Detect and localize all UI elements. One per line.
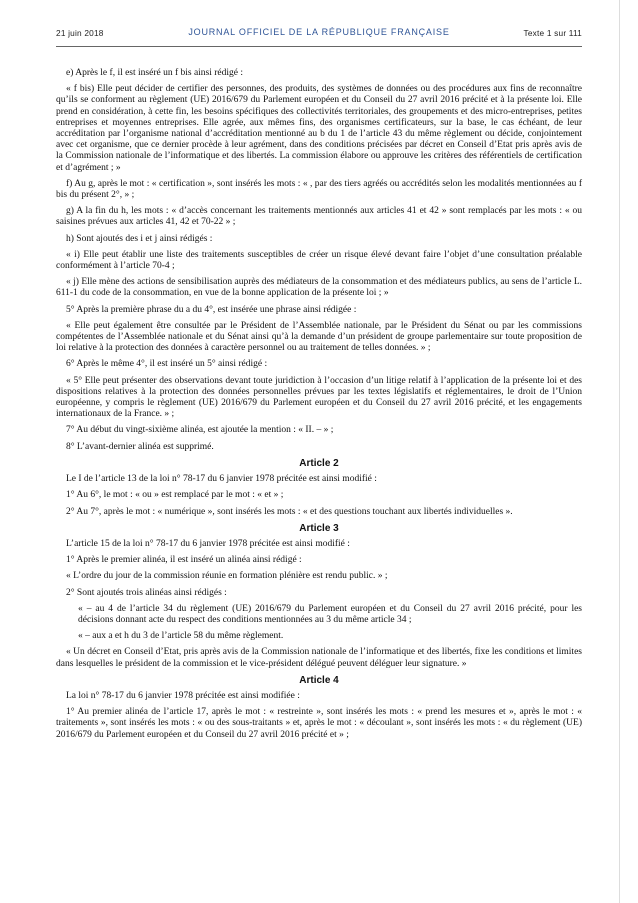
paragraph: « L’ordre du jour de la commission réunie en formation plénière est rendu public. » ; [66,571,388,582]
paragraph: « j) Elle mène des actions de sensibilisation auprès des médiateurs de la consommation et des médiateurs publics, au sens de l’article L. 611-1 du code de la consommation, en vue de la bonne application de la présente loi ; » [56,277,582,299]
paragraph: 1° Au premier alinéa de l’article 17, après le mot : « restreinte », sont insérés les mots : « prend les mesures et », après le mot : « traitements », sont insérés les mots : « ou des sous-traitants » et, après le mot : « découlant », sont insérés les mots : « du règlement (UE) 2016/679 du Parlement européen et du Conseil du 27 avril 2016 précité et » ; [56,707,582,740]
paragraph: e) Après le f, il est inséré un f bis ainsi rédigé : [66,68,244,78]
paragraph: « f bis) Elle peut décider de certifier des personnes, des produits, des systèmes de données ou des procédures aux fins de reconnaître qu’ils se conforment au règlement (UE) 2016/679 du Parlement européen et du Conseil du 27 avril 2016 précité et à la présente loi. Elle prend en considération, à cette fin, les besoins spécifiques des collectivités territoriales, des groupements et des micro-entreprises, petites entreprises et moyennes entreprises. Elle agrée, aux mêmes fins, des organismes certificateurs, sur la base, le cas échéant, de leur accréditation par l’organisme national d’accréditation mentionné au b du 1 de l’article 43 du même règlement ou décide, conjointement avec cet organisme, que ce dernier procède à leur agrément, dans des conditions précisées par décret en Conseil d’Etat pris après avis de la Commission nationale de l’informatique et des libertés. La commission élabore ou approuve les critères des référentiels de certification et d’agrément ; » [56,84,582,173]
paragraph: « Un décret en Conseil d’Etat, pris après avis de la Commission nationale de l’informatique et des libertés, fixe les conditions et limites dans lesquelles le président de la commission et le vice-président délégué peuvent déléguer leur signature. » [56,647,582,669]
paragraph: h) Sont ajoutés des i et j ainsi rédigés : [66,233,213,244]
header-page-ref: Texte 1 sur 111 [523,28,582,38]
paragraph: L’article 15 de la loi n° 78-17 du 6 janvier 1978 précitée est ainsi modifié : [66,538,350,549]
paragraph: 1° Au 6°, le mot : « ou » est remplacé par le mot : « et » ; [66,490,284,501]
header-date: 21 juin 2018 [56,28,104,38]
dash-item: « – aux a et h du 3 de l’article 58 du même règlement. [78,631,284,642]
article-3-title: Article 3 [299,522,339,534]
header-journal-title: JOURNAL OFFICIEL DE LA RÉPUBLIQUE FRANÇAISE [188,27,450,37]
paragraph: f) Au g, après le mot : « certification », sont insérés les mots : « , par des tiers agréés ou accrédités selon les modalités mentionnées au f bis du présent 2°, » ; [56,178,582,201]
paragraph: 8° L’avant-dernier alinéa est supprimé. [66,441,214,452]
article-2-title: Article 2 [299,457,339,469]
article-4-title: Article 4 [299,674,339,686]
paragraph: Le I de l’article 13 de la loi n° 78-17 du 6 janvier 1978 précitée est ainsi modifié : [66,474,377,485]
paragraph: g) A la fin du h, les mots : « d’accès concernant les traitements mentionnés aux articles 41 et 42 » sont remplacés par les mots : « ou saisines prévues aux articles 41, 42 et 70-22 » ; [56,206,582,228]
document-body [56,68,582,746]
paragraph: « Elle peut également être consultée par le Président de l’Assemblée nationale, par le Président du Sénat ou par les commissions compétentes de l’Assemblée nationale et du Sénat ainsi qu’à la demande d’un président de groupe parlementaire sur toute proposition de loi relative à la protection des données à caractère personnel ou au traitement de telles données. » ; [56,320,582,354]
paragraph: 5° Après la première phrase du a du 4°, est insérée une phrase ainsi rédigée : [66,304,357,315]
paragraph: La loi n° 78-17 du 6 janvier 1978 précitée est ainsi modifiée : [66,690,300,701]
dash-item: « – au 4 de l’article 34 du règlement (UE) 2016/679 du Parlement européen et du Conseil du 27 avril 2016 précité, pour les décisions donnant acte du respect des conditions mentionnées au 3 du même article 34 ; [78,603,582,625]
paragraph: « 5° Elle peut présenter des observations devant toute juridiction à l’occasion d’un litige relatif à l’application de la présente loi et des dispositions relatives à la protection des données personnelles prévues par les textes législatifs et réglementaires, le droit de l’Union européenne, y compris le règlement (UE) 2016/679 du Parlement européen et du Conseil du 27 avril 2016 précité, et les engagements internationaux de la France. » ; [56,375,582,420]
paragraph: « i) Elle peut établir une liste des traitements susceptibles de créer un risque élevé devant faire l’objet d’une consultation préalable conformément à l’article 70-4 ; [56,249,582,272]
paragraph: 2° Au 7°, après le mot : « numérique », sont insérés les mots : « et des questions touchant aux libertés individuelles ». [66,506,513,517]
paragraph: 1° Après le premier alinéa, il est inséré un alinéa ainsi rédigé : [66,555,302,566]
page-edge-rule [619,0,620,903]
paragraph: 7° Au début du vingt-sixième alinéa, est ajoutée la mention : « II. – » ; [66,425,334,436]
page-header [56,24,582,47]
paragraph: 2° Sont ajoutés trois alinéas ainsi rédigés : [66,587,227,598]
paragraph: 6° Après le même 4°, il est inséré un 5° ainsi rédigé : [66,359,268,370]
